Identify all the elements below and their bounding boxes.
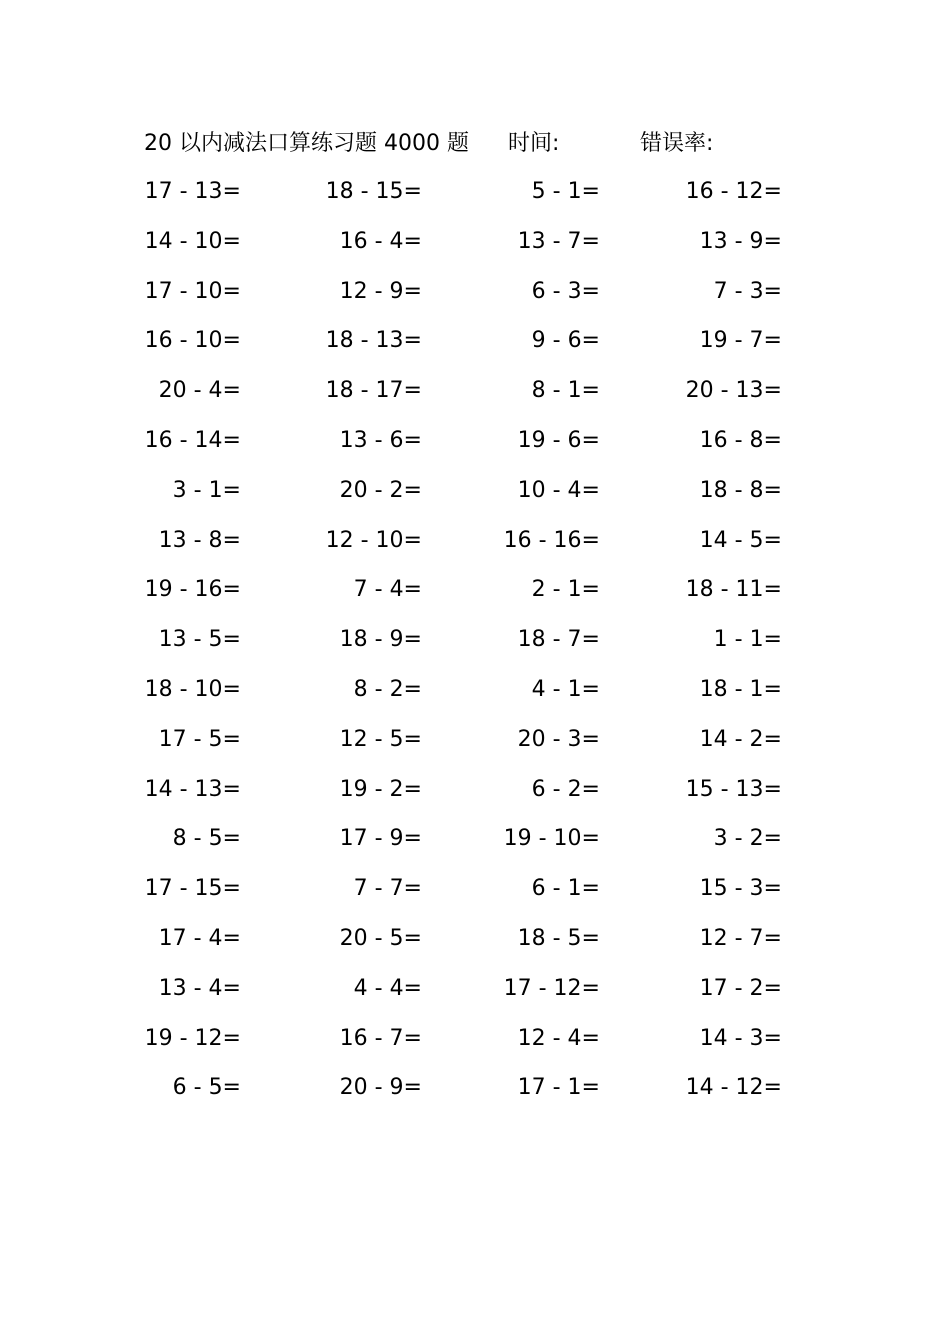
problem-item: 14 - 10=: [144, 228, 241, 254]
problem-item: 18 - 15=: [325, 179, 422, 204]
problem-item: 16 - 4=: [339, 228, 422, 254]
problem-item: 13 - 6=: [339, 427, 422, 453]
problem-item: 7 - 7=: [353, 876, 422, 902]
problem-item: 19 - 16=: [144, 577, 241, 603]
problem-item: 4 - 4=: [353, 975, 422, 1001]
problem-item: 17 - 5=: [158, 726, 241, 752]
time-label: 时间:: [508, 131, 560, 156]
problem-grid: [144, 172, 804, 1118]
problem-row: [144, 222, 804, 272]
problem-item: 18 - 9=: [339, 627, 422, 653]
problem-item: 5 - 1=: [531, 179, 600, 204]
error-rate-label: 错误率:: [640, 131, 714, 156]
problem-row: [144, 421, 804, 471]
problem-item: 4 - 1=: [531, 676, 600, 702]
problem-item: 17 - 10=: [144, 278, 241, 304]
problem-item: 17 - 15=: [144, 876, 241, 902]
problem-item: 17 - 4=: [158, 925, 241, 951]
problem-row: [144, 969, 804, 1019]
problem-row: [144, 620, 804, 670]
problem-item: 20 - 3=: [517, 726, 600, 752]
problem-item: 18 - 7=: [517, 627, 600, 653]
problem-item: 14 - 5=: [699, 527, 782, 553]
worksheet-title: 20 以内减法口算练习题 4000 题: [144, 131, 469, 156]
problem-item: 18 - 1=: [699, 676, 782, 702]
problem-row: [144, 770, 804, 820]
problem-item: 13 - 5=: [158, 627, 241, 653]
problem-item: 10 - 4=: [517, 477, 600, 503]
problem-item: 15 - 3=: [699, 876, 782, 902]
problem-row: [144, 570, 804, 620]
problem-item: 3 - 1=: [172, 477, 241, 503]
problem-row: [144, 1019, 804, 1069]
problem-item: 13 - 4=: [158, 975, 241, 1001]
problem-item: 19 - 10=: [503, 826, 600, 852]
problem-item: 18 - 17=: [325, 378, 422, 404]
problem-item: 12 - 9=: [339, 278, 422, 304]
problem-row: [144, 371, 804, 421]
problem-item: 1 - 1=: [713, 627, 782, 653]
problem-item: 18 - 8=: [699, 477, 782, 503]
problem-item: 12 - 5=: [339, 726, 422, 752]
problem-row: [144, 172, 804, 222]
problem-item: 13 - 9=: [699, 228, 782, 254]
problem-row: [144, 521, 804, 571]
problem-item: 6 - 5=: [172, 1075, 241, 1101]
problem-item: 13 - 7=: [517, 228, 600, 254]
problem-item: 18 - 13=: [325, 328, 422, 354]
problem-row: [144, 869, 804, 919]
problem-item: 20 - 4=: [158, 378, 241, 404]
problem-item: 16 - 10=: [144, 328, 241, 354]
problem-item: 12 - 10=: [325, 527, 422, 553]
problem-item: 20 - 13=: [685, 378, 782, 404]
problem-row: [144, 819, 804, 869]
problem-item: 18 - 11=: [685, 577, 782, 603]
problem-item: 8 - 5=: [172, 826, 241, 852]
problem-item: 7 - 3=: [713, 278, 782, 304]
problem-item: 16 - 8=: [699, 427, 782, 453]
problem-item: 12 - 4=: [517, 1025, 600, 1051]
problem-item: 16 - 12=: [685, 179, 782, 204]
worksheet-header: [144, 124, 844, 164]
problem-item: 12 - 7=: [699, 925, 782, 951]
problem-item: 16 - 7=: [339, 1025, 422, 1051]
problem-item: 9 - 6=: [531, 328, 600, 354]
problem-item: 8 - 2=: [353, 676, 422, 702]
problem-item: 14 - 13=: [144, 776, 241, 802]
problem-row: [144, 720, 804, 770]
problem-item: 20 - 2=: [339, 477, 422, 503]
problem-row: [144, 321, 804, 371]
problem-item: 17 - 1=: [517, 1075, 600, 1101]
problem-item: 16 - 16=: [503, 527, 600, 553]
problem-item: 7 - 4=: [353, 577, 422, 603]
problem-item: 2 - 1=: [531, 577, 600, 603]
problem-item: 19 - 6=: [517, 427, 600, 453]
problem-item: 3 - 2=: [713, 826, 782, 852]
problem-item: 17 - 2=: [699, 975, 782, 1001]
problem-row: [144, 1068, 804, 1118]
problem-item: 8 - 1=: [531, 378, 600, 404]
problem-row: [144, 471, 804, 521]
problem-item: 16 - 14=: [144, 427, 241, 453]
problem-item: 19 - 12=: [144, 1025, 241, 1051]
problem-item: 20 - 5=: [339, 925, 422, 951]
problem-item: 17 - 13=: [144, 179, 241, 204]
problem-item: 6 - 1=: [531, 876, 600, 902]
problem-item: 6 - 2=: [531, 776, 600, 802]
problem-item: 17 - 9=: [339, 826, 422, 852]
problem-item: 14 - 12=: [685, 1075, 782, 1101]
problem-item: 18 - 5=: [517, 925, 600, 951]
problem-item: 18 - 10=: [144, 676, 241, 702]
problem-row: [144, 272, 804, 322]
problem-item: 15 - 13=: [685, 776, 782, 802]
problem-item: 20 - 9=: [339, 1075, 422, 1101]
problem-item: 14 - 2=: [699, 726, 782, 752]
problem-item: 17 - 12=: [503, 975, 600, 1001]
problem-item: 19 - 7=: [699, 328, 782, 354]
problem-item: 14 - 3=: [699, 1025, 782, 1051]
problem-row: [144, 919, 804, 969]
problem-row: [144, 670, 804, 720]
problem-item: 19 - 2=: [339, 776, 422, 802]
problem-item: 13 - 8=: [158, 527, 241, 553]
problem-item: 6 - 3=: [531, 278, 600, 304]
